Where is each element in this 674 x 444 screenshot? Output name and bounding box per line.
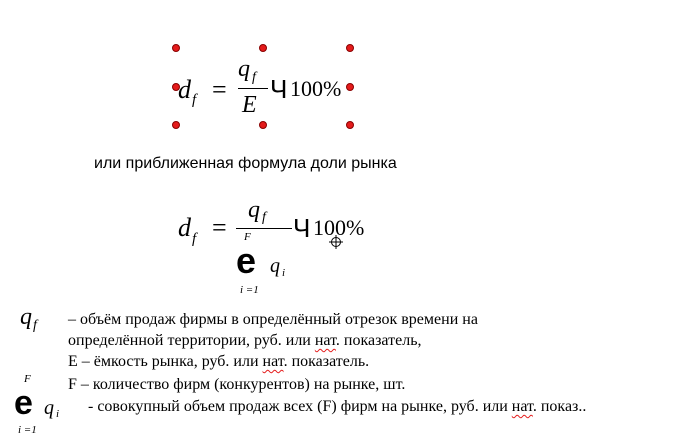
def-e-line [68,352,369,372]
formula-1-times: Ч [270,74,288,104]
formula-2-lhs-sub: f [192,231,197,247]
formula-1-percent: 100% [290,76,342,101]
def-sum-symbol: e [14,384,33,422]
selection-handle-top-center[interactable] [259,44,267,52]
formula-2 [170,195,380,305]
def-sum-var-sub: i [56,408,60,420]
def-qf-symbol: q [20,304,32,330]
formula-2-numerator-sub: f [262,210,266,225]
selection-handle-bottom-left[interactable] [172,121,180,129]
formula-1-lhs: d [178,75,191,104]
selection-handle-bottom-right[interactable] [346,121,354,129]
def-qf-symbol-sub: f [33,318,37,333]
formula-2-lhs: d [178,213,191,242]
formula-2-sum-var: q [270,255,280,277]
def-f-line: F – количество фирм (конкурентов) на рынке, шт. [68,376,406,393]
formula-2-cursor-icon [329,235,343,249]
def-qf-line-1: – объём продаж фирмы в определённый отрезок времени на [68,311,478,328]
def-qf-line-2 [68,331,421,351]
formula-1[interactable] [170,44,356,130]
def-e-line-tail: . показатель. [283,353,370,370]
caption-approx-formula: или приближенная формула доли рынка [94,155,397,172]
def-sum-lower: i =1 [18,424,37,436]
selection-handle-top-left[interactable] [172,44,180,52]
selection-handle-top-right[interactable] [346,44,354,52]
formula-2-sum-lower: i =1 [240,284,259,296]
spellcheck-word-nat[interactable]: нат [262,353,284,370]
selection-handle-middle-right[interactable] [346,83,354,91]
def-sum-line [88,397,586,417]
formula-2-sum-symbol: e [236,240,257,281]
def-sum-var: q [44,397,54,419]
formula-1-numerator-sub: f [252,70,256,85]
def-sum-line-text: - совокупный объем продаж всех (F) фирм на рынке, руб. или [88,398,512,415]
formula-1-lhs-sub: f [192,92,197,108]
formula-1-denominator: E [242,92,257,118]
def-sum-line-tail: . показ.. [532,398,587,415]
spellcheck-word-nat[interactable]: нат [511,398,533,415]
formula-2-equals: = [212,213,227,242]
formula-2-fraction-bar [236,228,292,229]
formula-2-numerator: q [248,197,260,223]
def-qf-line-2-tail: . показатель, [335,332,422,349]
formula-1-equals: = [212,75,227,104]
formula-2-sum-var-sub: i [282,267,286,279]
formula-2-percent: 100% [313,215,365,240]
def-e-line-text: E – ёмкость рынка, руб. или [68,353,263,370]
formula-2-times: Ч [293,213,311,243]
def-qf-line-2-text: определённой территории, руб. или [68,332,315,349]
formula-1-fraction-bar [238,88,268,89]
spellcheck-word-nat[interactable]: нат [314,332,336,349]
formula-2-den-upper: F [244,231,251,243]
def-f-superscript: F [24,373,31,385]
formula-1-numerator: q [238,56,250,82]
selection-handle-bottom-center[interactable] [259,121,267,129]
